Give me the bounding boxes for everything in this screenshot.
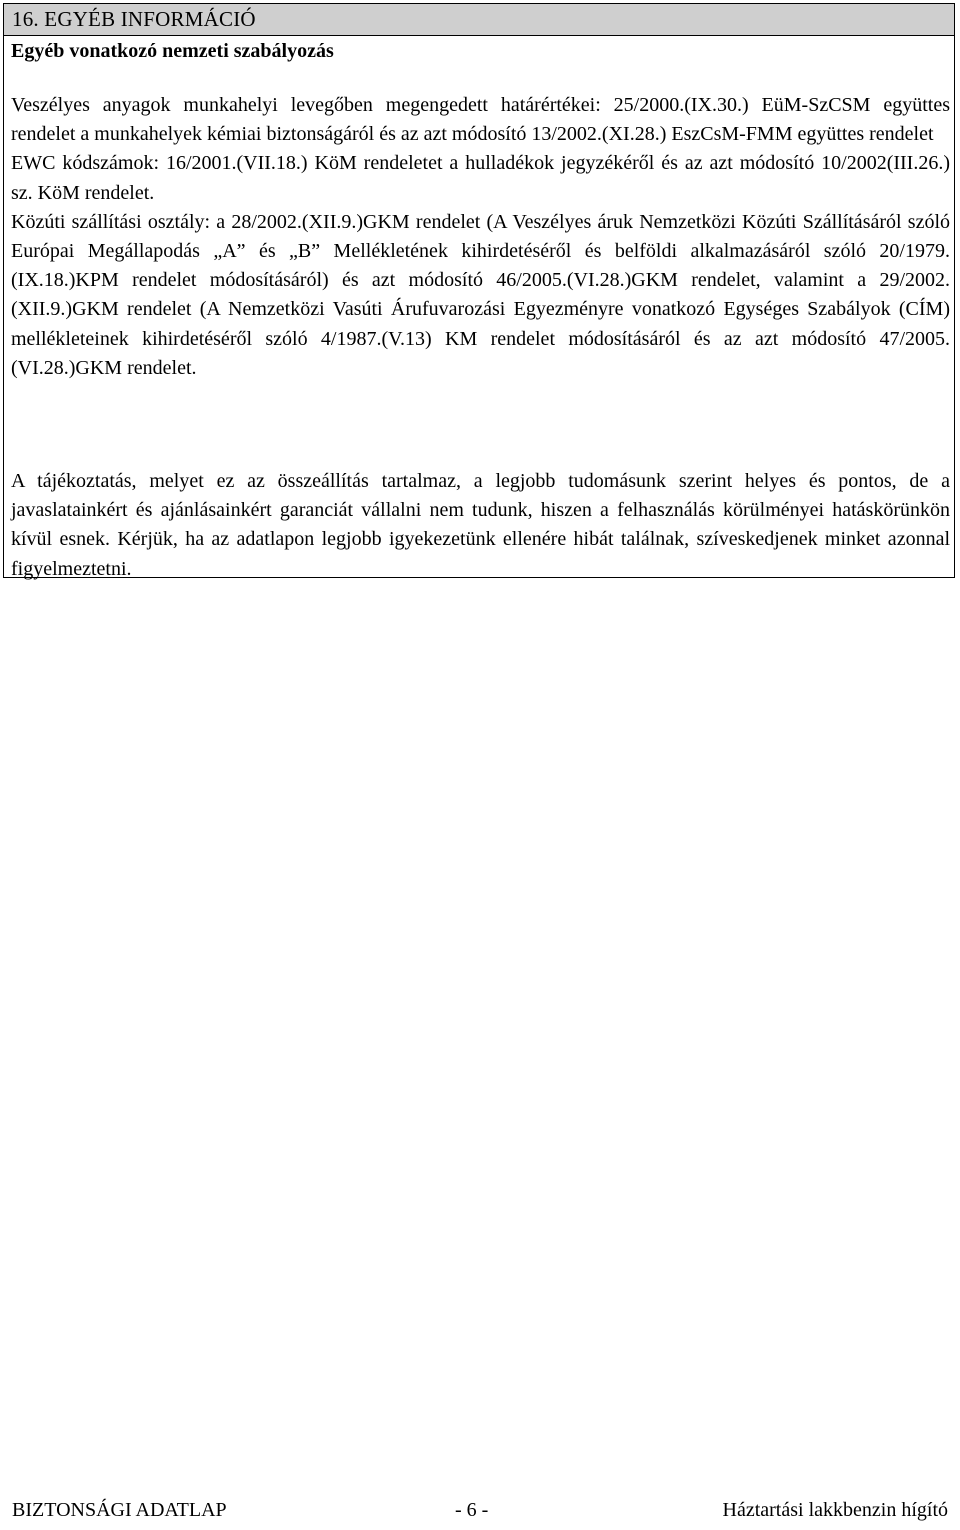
section-title: 16. EGYÉB INFORMÁCIÓ [12,7,256,31]
disclaimer-paragraph: A tájékoztatás, melyet ez az összeállítás tartalmaz, a legjobb tudomásunk szerint helyes és pontos, de a javaslatainkért és ajánlásainkért garanciát vállalni nem tudunk, hiszen a felhasználás körülményei hatáskörünkön kívül esnek. Kérjük, ha az adatlapon legjobb igyekezetünk ellenére hibát találnak, szíveskedjenek minket azonnal figyelmeztetni. [11,470,950,580]
regulation-paragraph: Közúti szállítási osztály: a 28/2002.(XII.9.)GKM rendelet (A Veszélyes áruk Nemzetközi Közúti Szállításáról szóló Európai Megállapodás „A” és „B” Mellékletének kihirdetéséről és belföldi alkalmazásáról szóló 20/1979.(IX.18.)KPM rendelet módosításáról) és azt módosító 46/2005.(VI.28.)GKM rendelet, valamint a 29/2002.(XII.9.)GKM rendelet (A Nemzetközi Vasúti Árufuvarozási Egyezményre vonatkozó Egységes Szabályok (CÍM) mellékleteinek kihirdetéséről szóló 4/1987.(V.13) KM rendelet módosításáról és az azt módosító 47/2005.(VI.28.)GKM rendelet. [11,210,950,379]
regulations-list [11,91,950,383]
section-16-box [3,3,955,578]
section-header [4,4,954,36]
regulation-paragraph: Veszélyes anyagok munkahelyi levegőben megengedett határértékei: 25/2000.(IX.30.) EüM-SzCSM együttes rendelet a munkahelyek kémiai biztonságáról és az azt módosító 13/2002.(XI.28.) EszCsM-FMM együttes rendelet [11,94,950,146]
footer-page-number: - 6 - [455,1499,489,1521]
footer-document-type: BIZTONSÁGI ADATLAP [12,1499,227,1521]
footer-product-name: Háztartási lakkbenzin hígító [722,1499,948,1521]
section-subtitle: Egyéb vonatkozó nemzeti szabályozás [11,40,334,62]
page-footer [0,1499,960,1529]
regulation-paragraph: EWC kódszámok: 16/2001.(VII.18.) KöM rendeletet a hulladékok jegyzékéről és az azt módosító 10/2002(III.26.) sz. KöM rendelet. [11,152,950,204]
